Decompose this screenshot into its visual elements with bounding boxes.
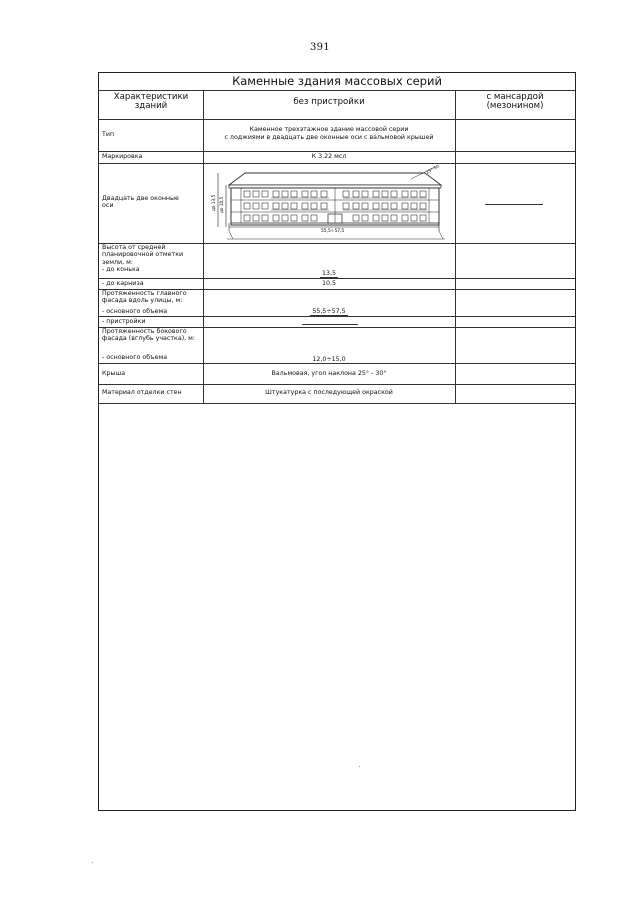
row-divider [99,163,575,164]
cornice-value: 10,5 [321,280,337,287]
row-label-main-facade: Протяженность главного фасада вдоль улицы, м: [102,290,187,305]
row-label-axes: Двадцать две оконные оси [102,195,179,210]
row-divider [99,403,575,404]
column-divider [455,90,456,403]
scan-speck [92,862,93,863]
ridge-value: 13,5 [321,270,337,277]
finish-value: Штукатурка с последующей окраской [265,389,393,396]
marking-value: К 3.22 мсл [311,153,347,160]
table-title: Каменные здания массовых серий [99,73,575,91]
roof-value: Вальмовая, угол наклона 25° - 30° [271,370,387,377]
row-label-height: Высота от средней планировочной отметки земли, м: [102,244,184,266]
main-facade-value: 55,5÷57,5 [312,308,346,315]
height-cornice-label: до 10,5 [219,196,224,213]
row-label-roof: Крыша [102,370,126,377]
type-value-line1: Каменное трехэтажное здание массовой серии [249,126,409,133]
scan-speck [359,766,360,767]
row-divider [99,119,575,120]
row-label-type: Тип [102,131,115,138]
extension-value-dash [302,324,358,325]
header-no-extension: без пристройки [293,97,365,107]
length-label: 55,5÷57,5 [321,229,345,234]
row-label-side-facade: Протяженность бокового фасада (вглубь участка), м: [102,328,196,343]
type-value-line2: с лоджиями в двадцать две оконные оси с вальмовой крышей [224,134,434,141]
row-divider [99,384,575,385]
roof-angle-label: 25°-30° [425,165,442,175]
facade-drawing [207,165,453,243]
header-characteristics: Характеристики зданий [113,92,189,112]
height-ridge-label: до 13,5 [211,194,216,211]
row-divider [99,151,575,152]
label-side-main-volume: - основного объема [102,354,168,361]
mansard-axes-dash [485,204,543,205]
page-number: 391 [310,42,330,53]
label-ridge: - до конька [102,266,140,273]
side-facade-value: 12,0÷15,0 [312,356,346,363]
characteristics-table [98,72,576,811]
label-cornice: - до карниза [102,280,144,287]
label-main-volume: - основного объема [102,308,168,315]
header-mansard: с мансардой (мезонином) [486,92,544,112]
row-label-finish: Материал отделки стен [102,389,182,396]
facade-drawing-svg [207,165,453,243]
row-label-marking: Маркировка [102,153,143,160]
label-extension: - пристройки [102,318,146,325]
